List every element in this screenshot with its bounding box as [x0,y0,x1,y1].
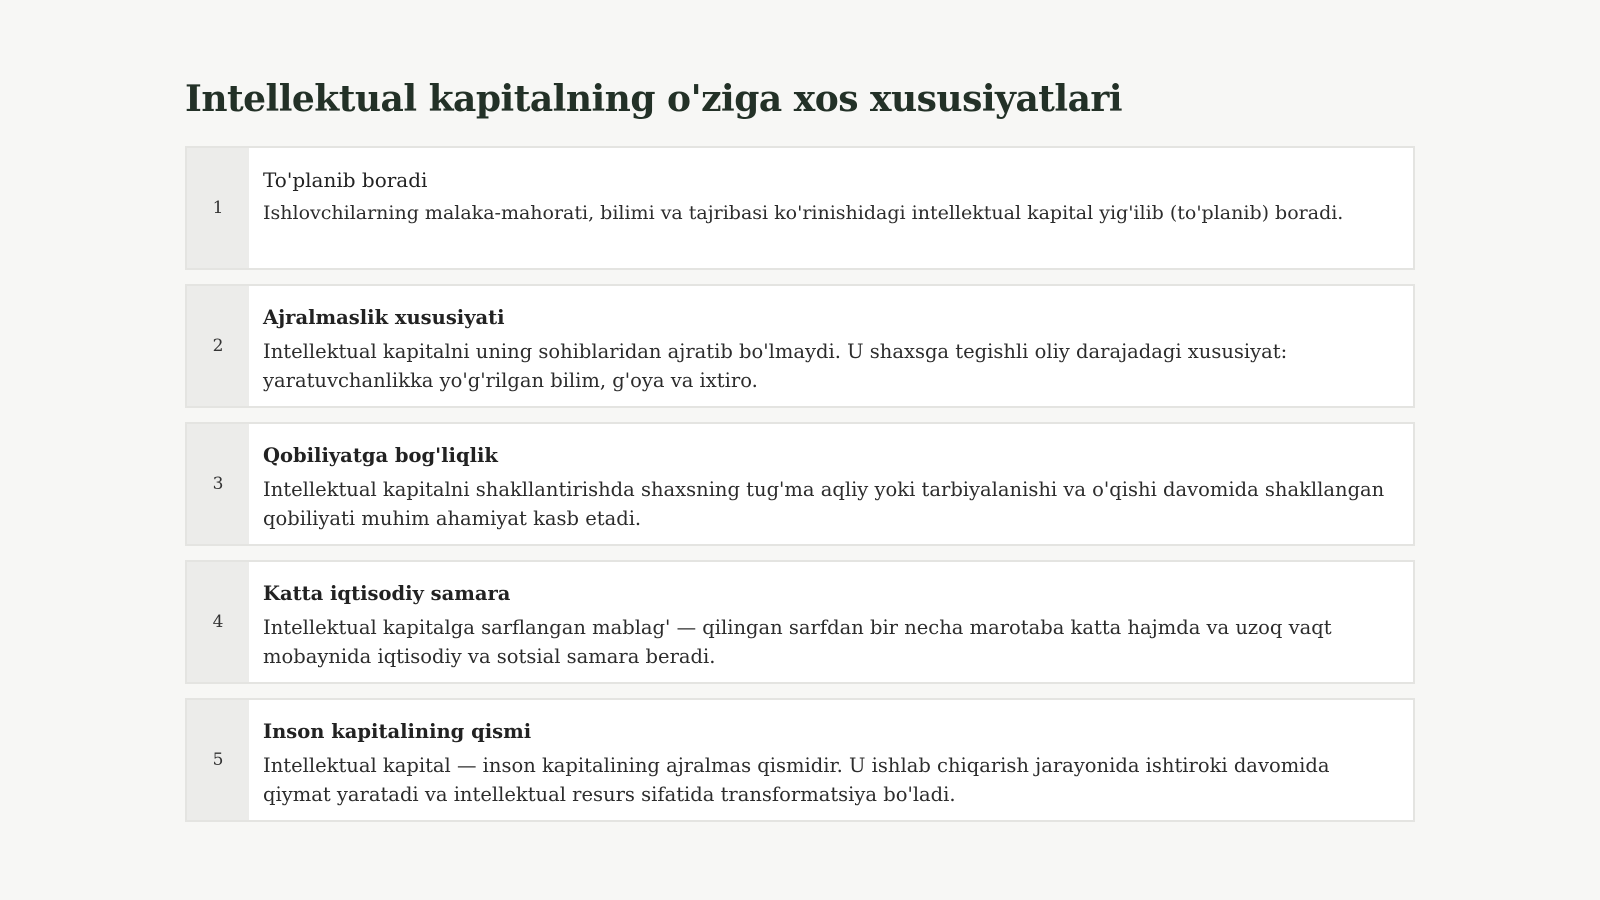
list-item [185,284,1415,408]
item-heading: To'planib boradi [263,168,428,192]
item-content [249,562,1413,682]
item-number: 4 [187,562,249,682]
page-title: Intellektual kapitalning o'ziga xos xususiyatlari [185,78,1123,120]
item-text: Intellektual kapital — inson kapitalining ajralmas qismidir. U ishlab chiqarish jarayonida ishtiroki davomida qiymat yaratadi va intellektual resurs sifatida transformatsiya bo'ladi. [263,754,1330,806]
item-heading: Ajralmaslik xususiyati [263,306,505,329]
item-text: Intellektual kapitalni shakllantirishda shaxsning tug'ma aqliy yoki tarbiyalanishi va o'qishi davomida shakllangan qobiliyati muhim ahamiyat kasb etadi. [263,478,1385,530]
item-heading: Inson kapitalining qismi [263,720,532,743]
list-item [185,698,1415,822]
item-number: 3 [187,424,249,544]
list-item [185,560,1415,684]
item-content [249,148,1413,268]
item-text: Ishlovchilarning malaka-mahorati, bilimi va tajribasi ko'rinishidagi intellektual kapital yig'ilib (to'planib) boradi. [263,202,1344,224]
item-heading: Katta iqtisodiy samara [263,582,511,605]
item-heading: Qobiliyatga bog'liqlik [263,444,498,467]
list-item [185,422,1415,546]
item-content [249,286,1413,406]
item-content [249,424,1413,544]
feature-list [185,146,1415,836]
item-number: 1 [187,148,249,268]
item-number: 5 [187,700,249,820]
item-content [249,700,1413,820]
list-item [185,146,1415,270]
item-number: 2 [187,286,249,406]
item-text: Intellektual kapitalga sarflangan mablag' — qilingan sarfdan bir necha marotaba katta hajmda va uzoq vaqt mobaynida iqtisodiy va sotsial samara beradi. [263,616,1332,668]
item-text: Intellektual kapitalni uning sohiblaridan ajratib bo'lmaydi. U shaxsga tegishli oliy darajadagi xususiyat: yaratuvchanlikka yo'g'rilgan bilim, g'oya va ixtiro. [263,340,1288,392]
